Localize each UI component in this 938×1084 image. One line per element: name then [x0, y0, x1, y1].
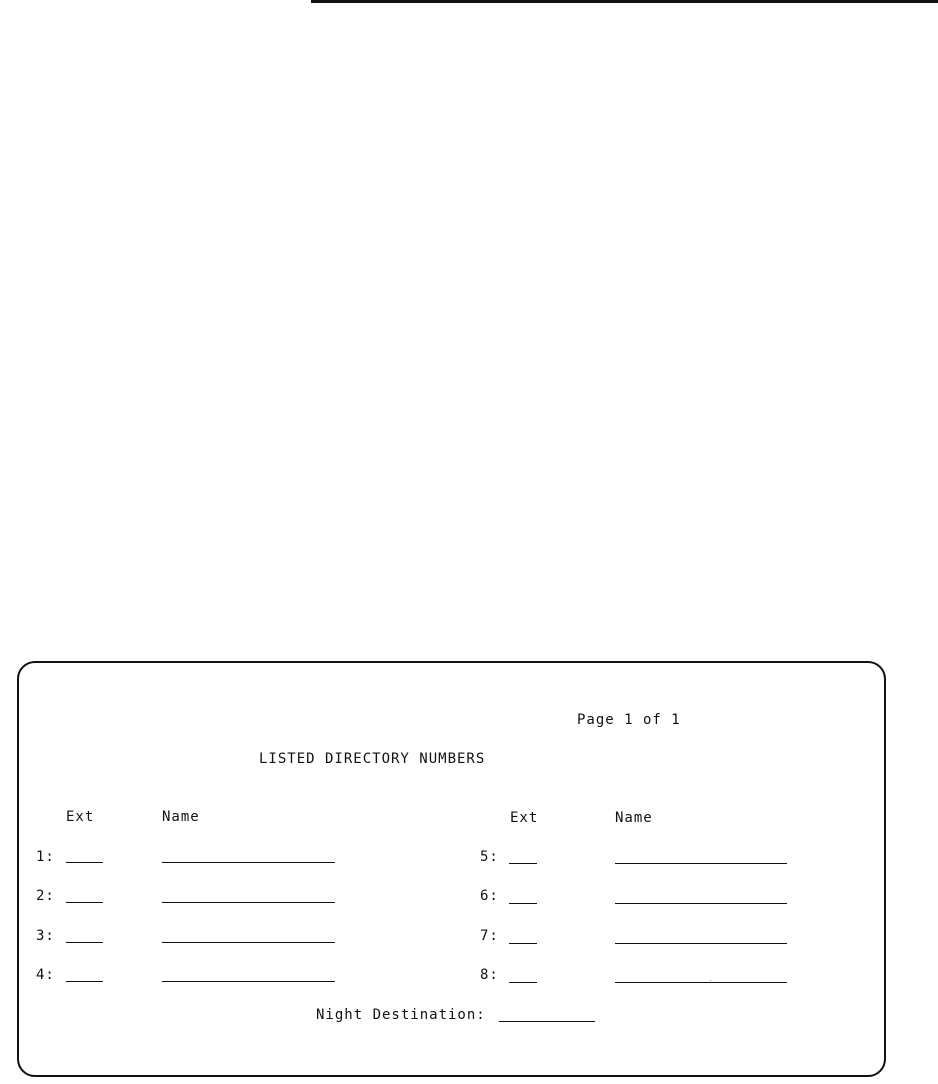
form-title: LISTED DIRECTORY NUMBERS: [259, 751, 486, 767]
left-ext-header: Ext: [66, 809, 95, 825]
entry-name-field-1[interactable]: [162, 862, 335, 863]
entry-label-7: 7:: [480, 928, 499, 944]
night-destination-label: Night Destination:: [316, 1007, 486, 1023]
entry-label-1: 1:: [36, 849, 55, 865]
left-name-header: Name: [162, 809, 200, 825]
entry-ext-field-7[interactable]: [509, 943, 537, 944]
entry-label-2: 2:: [36, 888, 55, 904]
entry-name-field-3[interactable]: [162, 942, 335, 943]
entry-ext-field-1[interactable]: [66, 862, 103, 863]
night-destination-field[interactable]: [499, 1021, 595, 1022]
entry-ext-field-4[interactable]: [66, 981, 103, 982]
right-name-header: Name: [615, 810, 653, 826]
entry-label-4: 4:: [36, 967, 55, 983]
entry-label-5: 5:: [480, 849, 499, 865]
right-ext-header: Ext: [510, 810, 539, 826]
entry-ext-field-5[interactable]: [509, 863, 537, 864]
entry-ext-field-2[interactable]: [66, 902, 103, 903]
entry-ext-field-8[interactable]: [509, 982, 537, 983]
entry-name-field-7[interactable]: [615, 943, 787, 944]
entry-name-field-4[interactable]: [162, 981, 335, 982]
entry-label-6: 6:: [480, 888, 499, 904]
entry-name-field-6[interactable]: [615, 903, 787, 904]
scan-speck: [710, 980, 711, 981]
entry-name-field-8[interactable]: [615, 982, 787, 983]
entry-ext-field-3[interactable]: [66, 942, 103, 943]
page-indicator: Page 1 of 1: [577, 712, 681, 728]
entry-name-field-5[interactable]: [615, 863, 787, 864]
entry-ext-field-6[interactable]: [509, 903, 537, 904]
page-top-rule: [311, 0, 938, 3]
entry-label-8: 8:: [480, 967, 499, 983]
entry-label-3: 3:: [36, 928, 55, 944]
entry-name-field-2[interactable]: [162, 902, 335, 903]
